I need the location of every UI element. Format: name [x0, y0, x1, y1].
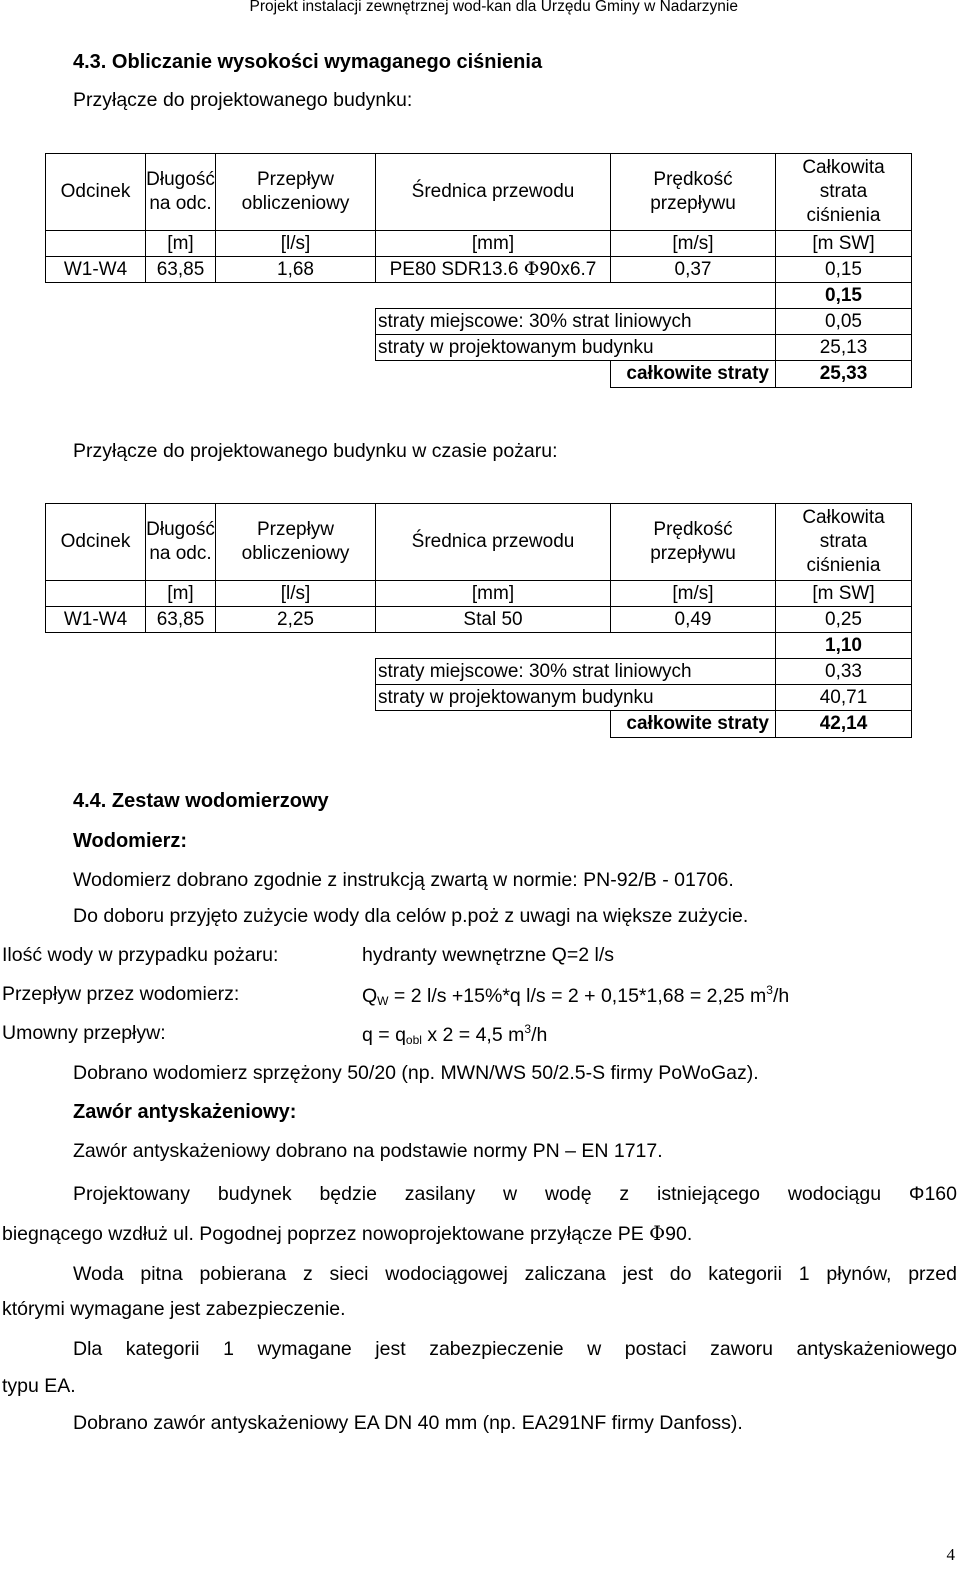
- paragraph-projektowany-line2: biegnącego wzdłuż ul. Pogodnej poprzez nowoprojektowane przyłącze PE Φ90.: [2, 1222, 693, 1245]
- col-header-srednica: Średnica przewodu: [375, 153, 611, 231]
- units-strata: [m SW]: [775, 580, 912, 607]
- label-ilosc-wody: Ilość wody w przypadku pożaru:: [2, 944, 279, 966]
- units-srednica: [mm]: [375, 580, 611, 607]
- row-przeplyw: 2,25: [215, 606, 376, 633]
- table-przylacze-pozar: [45, 503, 912, 738]
- col-header-dlugosc: Długość na odc.: [145, 503, 216, 581]
- units-przeplyw: [l/s]: [215, 230, 376, 257]
- paragraph-dobrano-wodomierz: Dobrano wodomierz sprzężony 50/20 (np. MWN/WS 50/2.5-S firmy PoWoGaz).: [73, 1062, 759, 1084]
- label-calkowite-straty: całkowite straty: [610, 360, 776, 388]
- units-dlugosc: [m]: [145, 580, 216, 607]
- paragraph-wodomierz-norma: Wodomierz dobrano zgodnie z instrukcją zwartą w normie: PN-92/B - 01706.: [73, 869, 734, 891]
- row-strata: 0,25: [775, 606, 912, 633]
- label-straty-miejscowe: straty miejscowe: 30% strat liniowych: [375, 308, 776, 335]
- col-header-odcinek: Odcinek: [45, 503, 146, 581]
- row-odcinek: W1-W4: [45, 606, 146, 633]
- label-straty-budynek: straty w projektowanym budynku: [375, 684, 776, 711]
- paragraph-projektowany-line1: Projektowany budynek będzie zasilany w wodę z istniejącego wodociągu Φ160: [73, 1183, 957, 1205]
- heading-zawor: Zawór antyskażeniowy:: [73, 1101, 297, 1123]
- value-umowny-przeplyw: $q = q_{obl}$ x 2 = 4,5 $m^3/h$: [362, 1022, 548, 1047]
- row-przeplyw: 1,68: [215, 256, 376, 283]
- row-srednica: Stal 50: [375, 606, 611, 633]
- value-straty-budynek: 40,71: [775, 684, 912, 711]
- paragraph-dobrano-zawor: Dobrano zawór antyskażeniowy EA DN 40 mm (np. EA291NF firmy Danfoss).: [73, 1412, 743, 1434]
- value-straty-miejscowe: 0,33: [775, 658, 912, 685]
- col-header-srednica: Średnica przewodu: [375, 503, 611, 581]
- col-header-strata: Całkowita strata ciśnienia: [775, 153, 912, 231]
- row-strata: 0,15: [775, 256, 912, 283]
- subtitle-przylacze-pozar: Przyłącze do projektowanego budynku w czasie pożaru:: [73, 440, 558, 462]
- value-calkowite-straty: 25,33: [775, 360, 912, 388]
- paragraph-woda-line2: którymi wymagane jest zabezpieczenie.: [2, 1298, 346, 1320]
- units-predkosc: [m/s]: [610, 230, 776, 257]
- label-umowny-przeplyw: Umowny przepływ:: [2, 1022, 166, 1044]
- page-number: 4: [946, 1545, 955, 1564]
- row-odcinek: W1-W4: [45, 256, 146, 283]
- units-odcinek: [45, 580, 146, 607]
- page-header: Projekt instalacji zewnętrznej wod-kan dla Urzędu Gminy w Nadarzynie: [249, 0, 738, 15]
- col-header-przeplyw: Przepływ obliczeniowy: [215, 503, 376, 581]
- value-straty-miejscowe: 0,05: [775, 308, 912, 335]
- paragraph-dobor-zuzycie: Do doboru przyjęto zużycie wody dla celów p.poż z uwagi na większe zużycie.: [73, 905, 749, 927]
- paragraph-woda-line1: Woda pitna pobierana z sieci wodociągowej zaliczana jest do kategorii 1 płynów, przed: [73, 1263, 957, 1285]
- sum-strata: 1,10: [775, 632, 912, 659]
- heading-wodomierz: Wodomierz:: [73, 830, 188, 852]
- table-przylacze: [45, 153, 912, 388]
- units-przeplyw: [l/s]: [215, 580, 376, 607]
- units-predkosc: [m/s]: [610, 580, 776, 607]
- paragraph-zawor-norma: Zawór antyskażeniowy dobrano na podstawie normy PN – EN 1717.: [73, 1140, 663, 1162]
- col-header-przeplyw: Przepływ obliczeniowy: [215, 153, 376, 231]
- col-header-predkosc: Prędkość przepływu: [610, 503, 776, 581]
- value-przeplyw-wodomierz: $Q_W = 2$ l/s +15%*q l/s = 2 + 0,15*1,68 = 2,25 $m^3/h$: [362, 983, 790, 1008]
- value-ilosc-wody: hydranty wewnętrzne Q=2 l/s: [362, 944, 614, 966]
- label-przeplyw-wodomierz: Przepływ przez wodomierz:: [2, 983, 240, 1005]
- units-srednica: [mm]: [375, 230, 611, 257]
- section-title-4-3: 4.3. Obliczanie wysokości wymaganego ciśnienia: [73, 51, 543, 73]
- value-calkowite-straty: 42,14: [775, 710, 912, 738]
- label-calkowite-straty: całkowite straty: [610, 710, 776, 738]
- col-header-dlugosc: Długość na odc.: [145, 153, 216, 231]
- row-predkosc: 0,37: [610, 256, 776, 283]
- col-header-strata: Całkowita strata ciśnienia: [775, 503, 912, 581]
- sum-strata: 0,15: [775, 282, 912, 309]
- col-header-predkosc: Prędkość przepływu: [610, 153, 776, 231]
- label-straty-budynek: straty w projektowanym budynku: [375, 334, 776, 361]
- value-straty-budynek: 25,13: [775, 334, 912, 361]
- section-title-4-4: 4.4. Zestaw wodomierzowy: [73, 790, 329, 812]
- paragraph-kategoria-line1: Dla kategorii 1 wymagane jest zabezpieczenie w postaci zaworu antyskażeniowego: [73, 1338, 957, 1360]
- col-header-odcinek: Odcinek: [45, 153, 146, 231]
- row-dlugosc: 63,85: [145, 256, 216, 283]
- label-straty-miejscowe: straty miejscowe: 30% strat liniowych: [375, 658, 776, 685]
- units-strata: [m SW]: [775, 230, 912, 257]
- row-predkosc: 0,49: [610, 606, 776, 633]
- row-dlugosc: 63,85: [145, 606, 216, 633]
- units-odcinek: [45, 230, 146, 257]
- row-srednica: PE80 SDR13.6 Φ90x6.7: [375, 256, 611, 283]
- units-dlugosc: [m]: [145, 230, 216, 257]
- subtitle-przylacze: Przyłącze do projektowanego budynku:: [73, 89, 413, 111]
- paragraph-kategoria-line2: typu EA.: [2, 1375, 76, 1397]
